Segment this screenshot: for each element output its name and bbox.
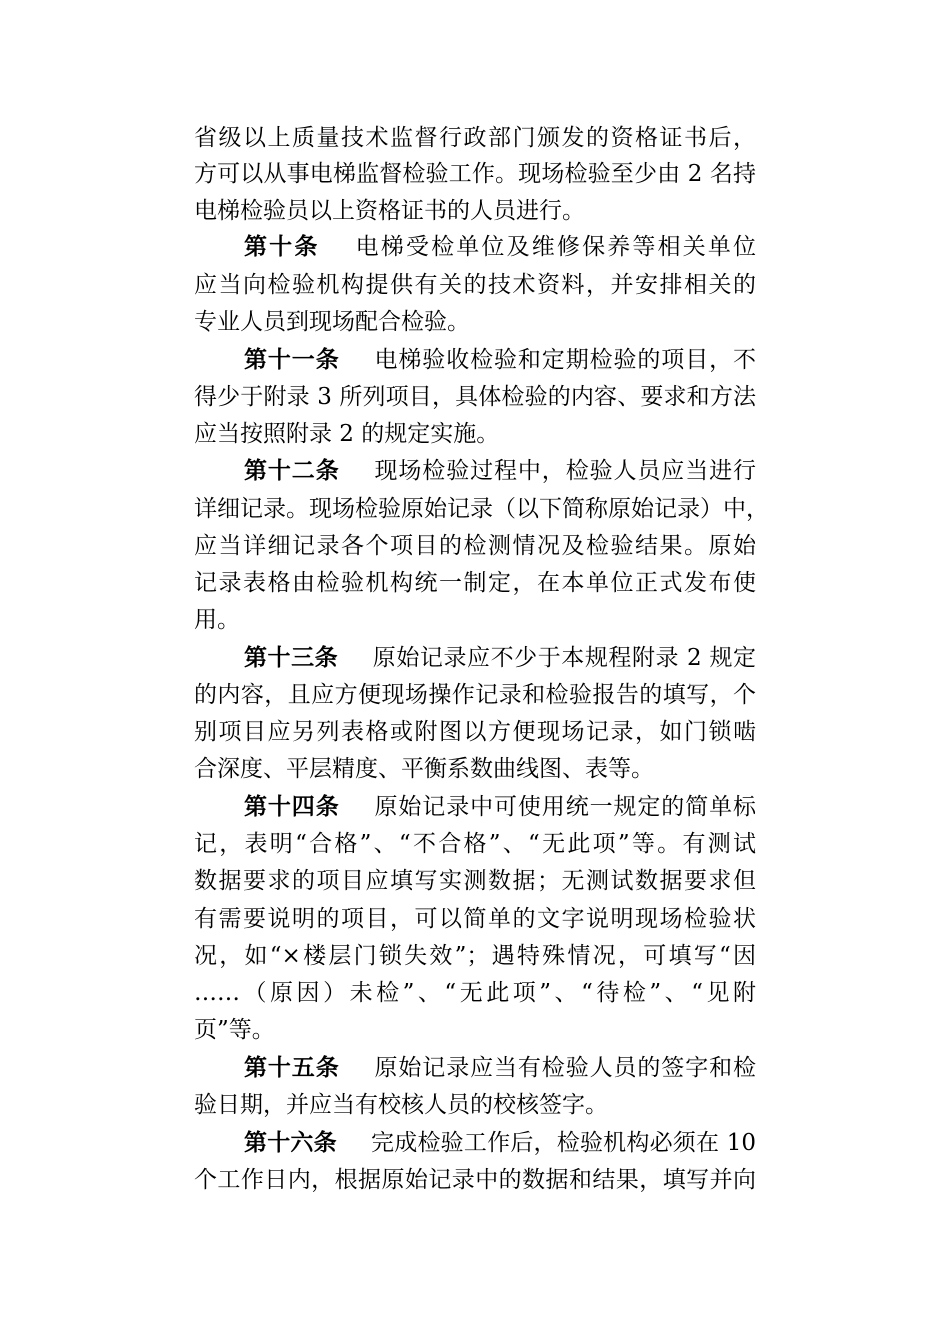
article-12-first-line (244, 453, 756, 489)
article-13-line-4: 合深度、平层精度、平衡系数曲线图、表等。 (194, 756, 654, 782)
article-13-line-3: 别项目应另列表格或附图以方便现场记录，如门锁啮 (194, 719, 756, 745)
article-16-heading: 第十六条 (244, 1130, 337, 1156)
article-12-heading: 第十二条 (244, 458, 340, 484)
article-14-line-5: 况，如“×楼层门锁失效”；遇特殊情况，可填写“因 (194, 943, 756, 969)
article-13-first-line (244, 640, 756, 676)
intro-line-3: 电梯检验员以上资格证书的人员进行。 (194, 198, 585, 224)
article-11-heading: 第十一条 (244, 347, 340, 373)
article-10-line-3: 专业人员到现场配合检验。 (194, 309, 470, 335)
article-13-heading: 第十三条 (244, 645, 339, 671)
article-15-first-text: 原始记录应当有检验人员的签字和检 (373, 1055, 757, 1081)
article-12-line-3: 应当详细记录各个项目的检测情况及检验结果。原始 (194, 533, 756, 559)
article-16-first-text: 完成检验工作后，检验机构必须在 10 (370, 1130, 757, 1156)
article-14-heading: 第十四条 (244, 794, 340, 820)
article-12-first-text: 现场检验过程中，检验人员应当进行 (373, 458, 757, 484)
article-16-first-line (244, 1125, 756, 1161)
article-14-line-6: ……（原因）未检”、“无此项”、“待检”、“见附 (194, 980, 756, 1006)
article-11-line-2: 得少于附录 3 所列项目，具体检验的内容、要求和方法 (194, 384, 756, 410)
article-14-line-4: 有需要说明的项目，可以简单的文字说明现场检验状 (194, 906, 756, 932)
article-14-first-text: 原始记录中可使用统一规定的简单标 (373, 794, 757, 820)
article-12-line-2: 详细记录。现场检验原始记录（以下简称原始记录）中， (194, 496, 769, 522)
article-12-line-4: 记录表格由检验机构统一制定，在本单位正式发布使 (194, 570, 756, 596)
article-12-line-5: 用。 (194, 607, 240, 633)
article-10-heading: 第十条 (244, 234, 320, 260)
article-15-heading: 第十五条 (244, 1055, 340, 1081)
intro-line-1: 省级以上质量技术监督行政部门颁发的资格证书后， (194, 125, 756, 151)
article-14-first-line (244, 789, 756, 825)
article-15-first-line (244, 1050, 756, 1086)
article-10-first-line (244, 229, 756, 265)
article-15-line-2: 验日期，并应当有校核人员的校核签字。 (194, 1092, 608, 1118)
article-14-line-3: 数据要求的项目应填写实测数据；无测试数据要求但 (194, 868, 756, 894)
article-10-first-text: 电梯受检单位及维修保养等相关单位 (353, 234, 757, 260)
article-11-first-text: 电梯验收检验和定期检验的项目，不 (373, 347, 757, 373)
article-11-first-line (244, 342, 756, 378)
article-13-line-2: 的内容，且应方便现场操作记录和检验报告的填写，个 (194, 682, 756, 708)
intro-line-2: 方可以从事电梯监督检验工作。现场检验至少由 2 名持 (194, 161, 756, 187)
article-16-line-2: 个工作日内，根据原始记录中的数据和结果，填写并向 (194, 1167, 756, 1193)
article-14-line-7: 页”等。 (194, 1017, 275, 1043)
article-14-line-2: 记，表明“合格”、“不合格”、“无此项”等。有测试 (194, 831, 756, 857)
article-13-first-text: 原始记录应不少于本规程附录 2 规定 (372, 645, 757, 671)
article-10-line-2: 应当向检验机构提供有关的技术资料，并安排相关的 (194, 272, 756, 298)
article-11-line-3: 应当按照附录 2 的规定实施。 (194, 421, 500, 447)
